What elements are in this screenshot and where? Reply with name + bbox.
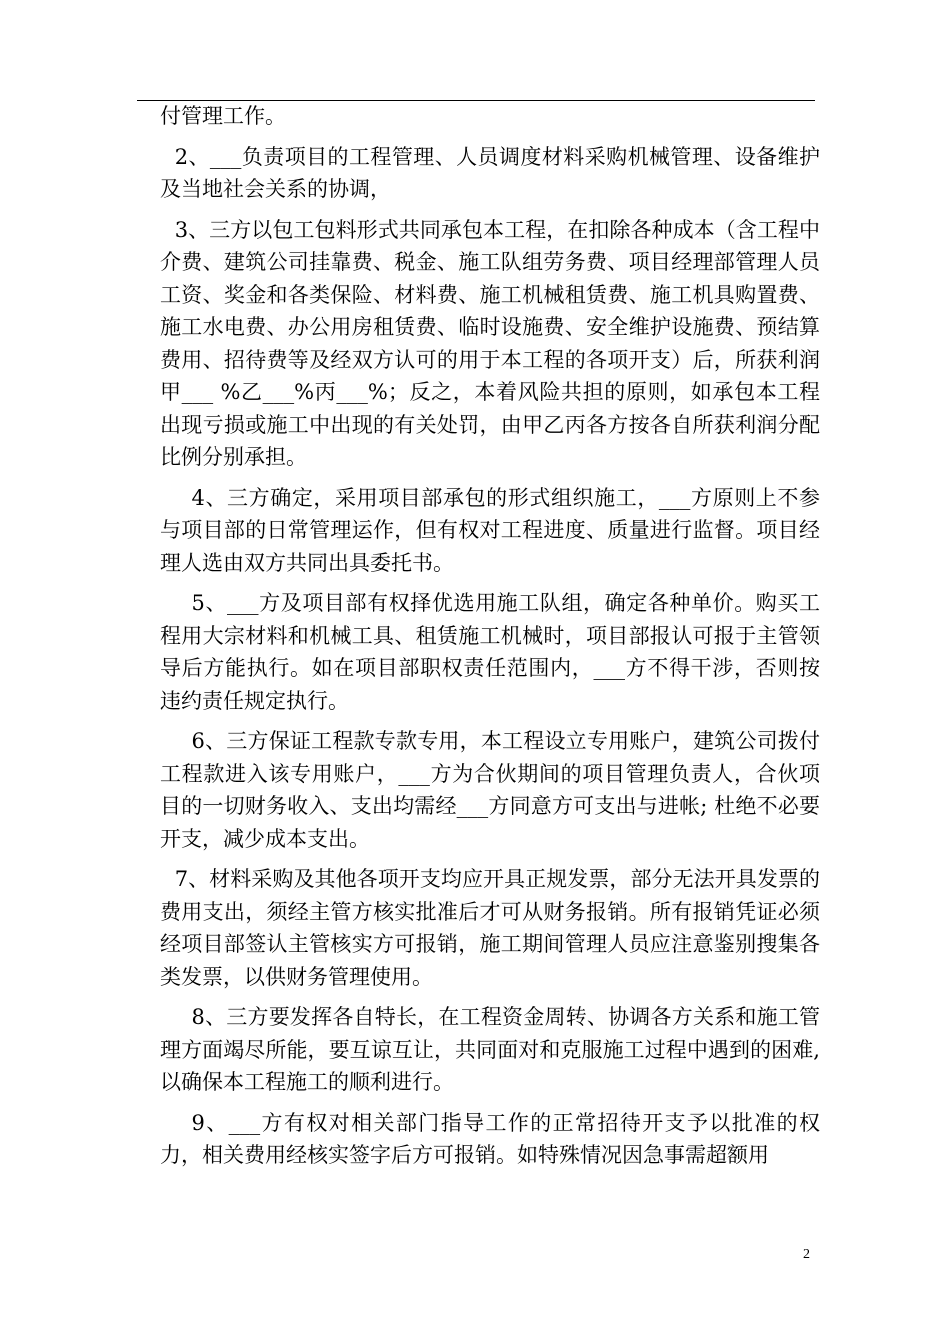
page-number: 2 — [803, 1247, 810, 1262]
paragraph-item-2: 2、___负责项目的工程管理、人员调度材料采购机械管理、设备维护及当地社会关系的协调， — [160, 144, 820, 201]
paragraph-continuation: 付管理工作。 — [160, 104, 286, 128]
document-body — [160, 100, 820, 1172]
paragraph-item-9: 9、___方有权对相关部门指导工作的正常招待开支予以批准的权力，相关费用经核实签字后方可报销。如特殊情况因急事需超额用 — [160, 1110, 820, 1167]
paragraph-item-7: 7、材料采购及其他各项开支均应开具正规发票，部分无法开具发票的费用支出，须经主管方核实批准后才可从财务报销。所有报销凭证必须经项目部签认主管核实方可报销，施工期间管理人员应注意鉴别搜集各类发票，以供财务管理使用。 — [160, 867, 820, 989]
paragraph-item-6: 6、三方保证工程款专款专用，本工程设立专用账户，建筑公司拨付工程款进入该专用账户，___方为合伙期间的项目管理负责人，合伙项目的一切财务收入、支出均需经___方同意方可支出与进帐; 杜绝不必要开支，减少成本支出。 — [160, 729, 820, 851]
paragraph-item-4: 4、三方确定，采用项目部承包的形式组织施工，___方原则上不参与项目部的日常管理运作，但有权对工程进度、质量进行监督。项目经理人选由双方共同出具委托书。 — [160, 485, 820, 575]
paragraph-item-3: 3、三方以包工包料形式共同承包本工程，在扣除各种成本（含工程中介费、建筑公司挂靠费、税金、施工队组劳务费、项目经理部管理人员工资、奖金和各类保险、材料费、施工机械租赁费、施工机具购置费、施工水电费、办公用房租赁费、临时设施费、安全维护设施费、预结算费用、招待费等及经双方认可的用于本工程的各项开支）后，所获利润甲___ %乙___%丙___%；反之，本着风险共担的原则，如承包本工程出现亏损或施工中出现的有关处罚，由甲乙丙各方按各自所获利润分配比例分别承担。 — [160, 217, 820, 469]
paragraph-item-5: 5、___方及项目部有权择优选用施工队组，确定各种单价。购买工程用大宗材料和机械工具、租赁施工机械时，项目部报认可报于主管领导后方能执行。如在项目部职权责任范围内，___方不得干涉，否则按违约责任规定执行。 — [160, 591, 820, 713]
paragraph-item-8: 8、三方要发挥各自特长，在工程资金周转、协调各方关系和施工管理方面竭尽所能，要互谅互让，共同面对和克服施工过程中遇到的困难,以确保本工程施工的顺利进行。 — [160, 1005, 820, 1094]
